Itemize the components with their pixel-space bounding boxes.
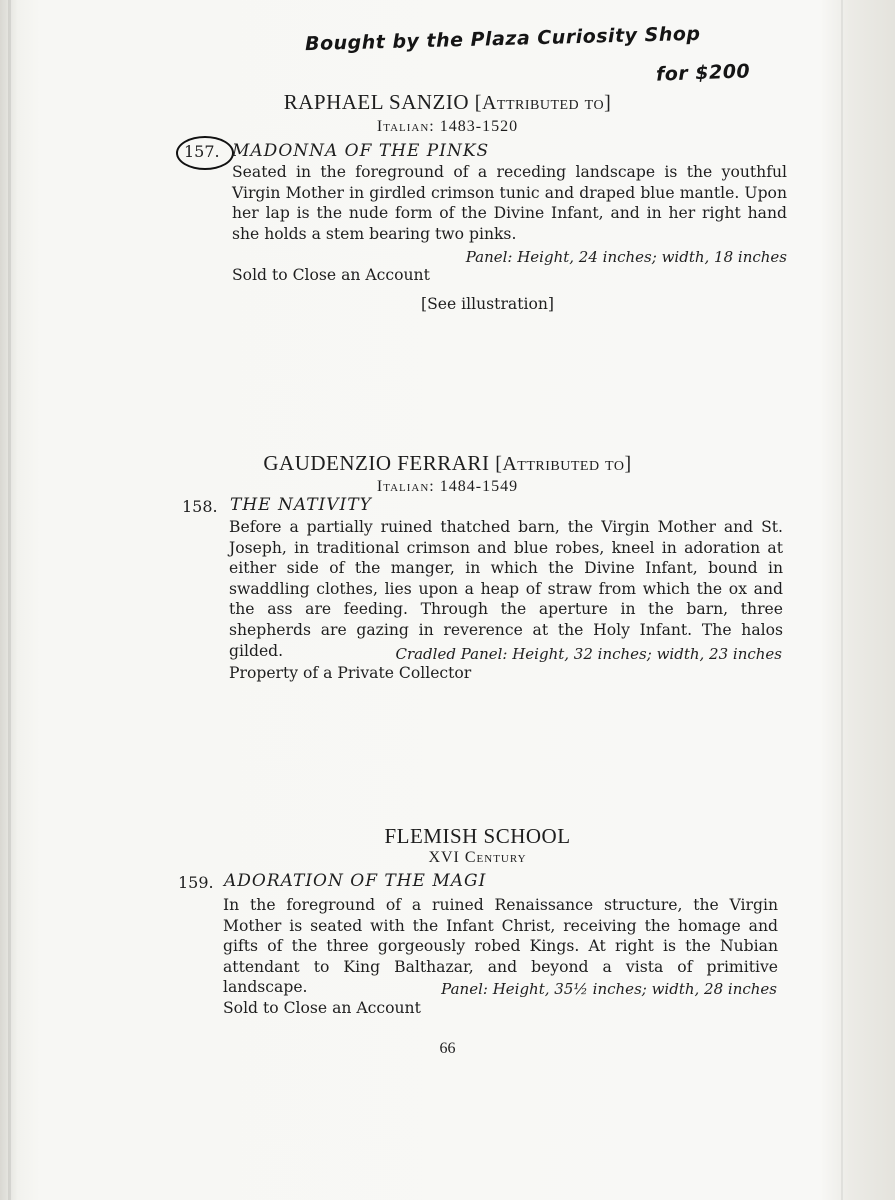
nationality-158: Italian: 1484-1549 — [376, 478, 519, 495]
lot-description-159: In the foreground of a ruined Renaissance structure, the Virgin Mother is seated with the Infant Christ, receiving the homage and gifts of the three gorgeously robed Kings. At right is the Nubian attendant to King Balthazar, and beyond a vista of primitive landscape. — [223, 896, 778, 997]
handwritten-note-line-1: Bought by the Plaza Curiosity Shop — [304, 22, 701, 56]
lot-dimensions-158: Cradled Panel: Height, 32 inches; width, 23 inches — [395, 645, 782, 663]
attribution: [Attributed to] — [495, 453, 632, 475]
lot-title-157: MADONNA OF THE PINKS — [232, 141, 490, 161]
lot-description-158: Before a partially ruined thatched barn, the Virgin Mother and St. Joseph, in traditional crimson and blue robes, kneel in adoration at either side of the manger, in which the Divine Infant, bound in swaddling clothes, lies upon a heap of straw from which the ox and the ass are feeding. Through the aperture in the barn, three shepherds are gazing in reverence at the Holy Infant. The halos gilded. — [229, 518, 783, 660]
artist-name: GAUDENZIO FERRARI — [263, 451, 490, 475]
lot-dimensions-157: Panel: Height, 24 inches; width, 18 inches — [465, 248, 787, 266]
artist-heading-159 — [30, 824, 895, 849]
lot-number-157: 157. — [184, 142, 220, 161]
lot-status-157: Sold to Close an Account — [232, 266, 430, 284]
lot-dimensions-159: Panel: Height, 35½ inches; width, 28 inches — [441, 980, 777, 998]
page-number: 66 — [439, 1040, 456, 1057]
lot-description-157: Seated in the foreground of a receding landscape is the youthful Virgin Mother in girdled crimson tunic and draped blue mantle. Upon her lap is the nude form of the Divine Infant, and in her right hand she holds a stem bearing two pinks. — [232, 163, 787, 243]
century-159: XVI Century — [428, 849, 527, 866]
lot-title-159: ADORATION OF THE MAGI — [224, 871, 487, 891]
lot-title-158: THE NATIVITY — [230, 495, 372, 515]
artist-name: FLEMISH SCHOOL — [384, 824, 571, 848]
lot-number-159: 159. — [178, 873, 214, 892]
illustration-note-157: [See illustration] — [421, 295, 554, 313]
artist-heading-157 — [0, 90, 895, 115]
nationality-157: Italian: 1483-1520 — [376, 118, 519, 135]
artist-name: RAPHAEL SANZIO — [283, 90, 470, 114]
handwritten-note-line-2: for $200 — [655, 60, 751, 86]
artist-heading-158 — [0, 451, 895, 476]
lot-status-158: Property of a Private Collector — [229, 664, 472, 682]
lot-status-159: Sold to Close an Account — [223, 999, 421, 1017]
attribution: [Attributed to] — [474, 92, 612, 114]
lot-number-158: 158. — [182, 497, 218, 516]
